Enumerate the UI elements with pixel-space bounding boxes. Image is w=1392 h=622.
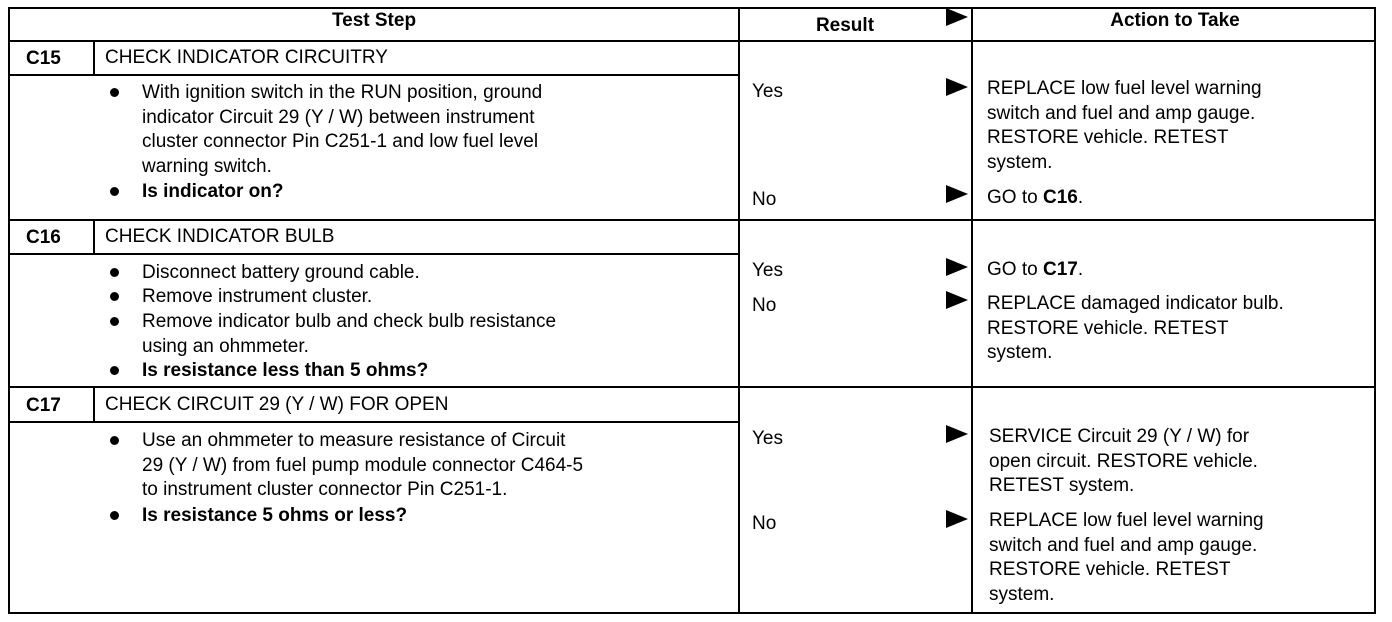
step-title: CHECK INDICATOR BULB — [105, 226, 335, 247]
action-text: REPLACE low fuel level warning switch and fuel and amp gauge. RESTORE vehicle. RETEST system. — [989, 510, 1264, 605]
c17-code-divider — [93, 388, 95, 421]
bullet-icon — [110, 88, 119, 97]
result-label: Yes — [752, 428, 783, 449]
header-test-step: Test Step — [331, 10, 417, 31]
result-arrow-icon — [946, 425, 968, 443]
bullet-icon — [110, 268, 119, 277]
action-text: GO to C16. — [987, 187, 1084, 208]
header-rule — [8, 40, 1376, 42]
c15-title-rule — [8, 74, 738, 76]
step-instruction: Remove instrument cluster. — [142, 286, 373, 307]
bullet-icon — [110, 317, 119, 326]
step-question: Is indicator on? — [142, 181, 284, 202]
bullet-icon — [110, 436, 119, 445]
result-label: Yes — [752, 260, 783, 281]
c15-end-rule — [8, 219, 1376, 221]
result-arrow-icon — [946, 258, 968, 276]
step-code: C16 — [26, 227, 61, 248]
result-label: No — [752, 189, 777, 210]
result-label: Yes — [752, 81, 783, 102]
action-text: REPLACE damaged indicator bulb. RESTORE vehicle. RETEST system. — [987, 293, 1284, 363]
step-title: CHECK INDICATOR CIRCUITRY — [105, 47, 388, 68]
step-instruction: Disconnect battery ground cable. — [142, 262, 420, 283]
header-arrow-icon — [946, 8, 968, 26]
header-result: Result — [815, 15, 875, 36]
bullet-icon — [110, 366, 119, 375]
action-text: SERVICE Circuit 29 (Y / W) for open circuit. RESTORE vehicle. RETEST system. — [989, 426, 1258, 496]
bullet-icon — [110, 292, 119, 301]
header-action: Action to Take — [1110, 10, 1240, 31]
result-label: No — [752, 513, 777, 534]
step-title: CHECK CIRCUIT 29 (Y / W) FOR OPEN — [105, 394, 449, 415]
result-arrow-icon — [946, 78, 968, 96]
result-arrow-icon — [946, 510, 968, 528]
result-arrow-icon — [946, 291, 968, 309]
step-instruction: Remove indicator bulb and check bulb resistance using an ohmmeter. — [142, 311, 557, 357]
c17-title-rule — [8, 421, 738, 423]
bullet-icon — [110, 511, 119, 520]
divider-action-left — [971, 7, 973, 614]
divider-result-left — [738, 7, 740, 614]
action-text: REPLACE low fuel level warning switch and fuel and amp gauge. RESTORE vehicle. RETEST system. — [987, 78, 1262, 173]
c15-code-divider — [93, 42, 95, 74]
step-code: C15 — [26, 48, 61, 69]
c16-title-rule — [8, 253, 738, 255]
action-text: GO to C17. — [987, 259, 1084, 280]
step-question: Is resistance 5 ohms or less? — [142, 505, 408, 526]
step-code: C17 — [26, 395, 61, 416]
result-label: No — [752, 295, 777, 316]
step-question: Is resistance less than 5 ohms? — [142, 360, 429, 381]
step-instruction: With ignition switch in the RUN position, ground indicator Circuit 29 (Y / W) between instrument cluster connector Pin C251-1 and low fuel level warning switch. — [142, 82, 543, 177]
bullet-icon — [110, 187, 119, 196]
result-arrow-icon — [946, 185, 968, 203]
c16-code-divider — [93, 221, 95, 253]
c16-end-rule — [8, 386, 1376, 388]
step-instruction: Use an ohmmeter to measure resistance of Circuit 29 (Y / W) from fuel pump module connector C464-5 to instrument cluster connector Pin C251-1. — [142, 430, 584, 500]
